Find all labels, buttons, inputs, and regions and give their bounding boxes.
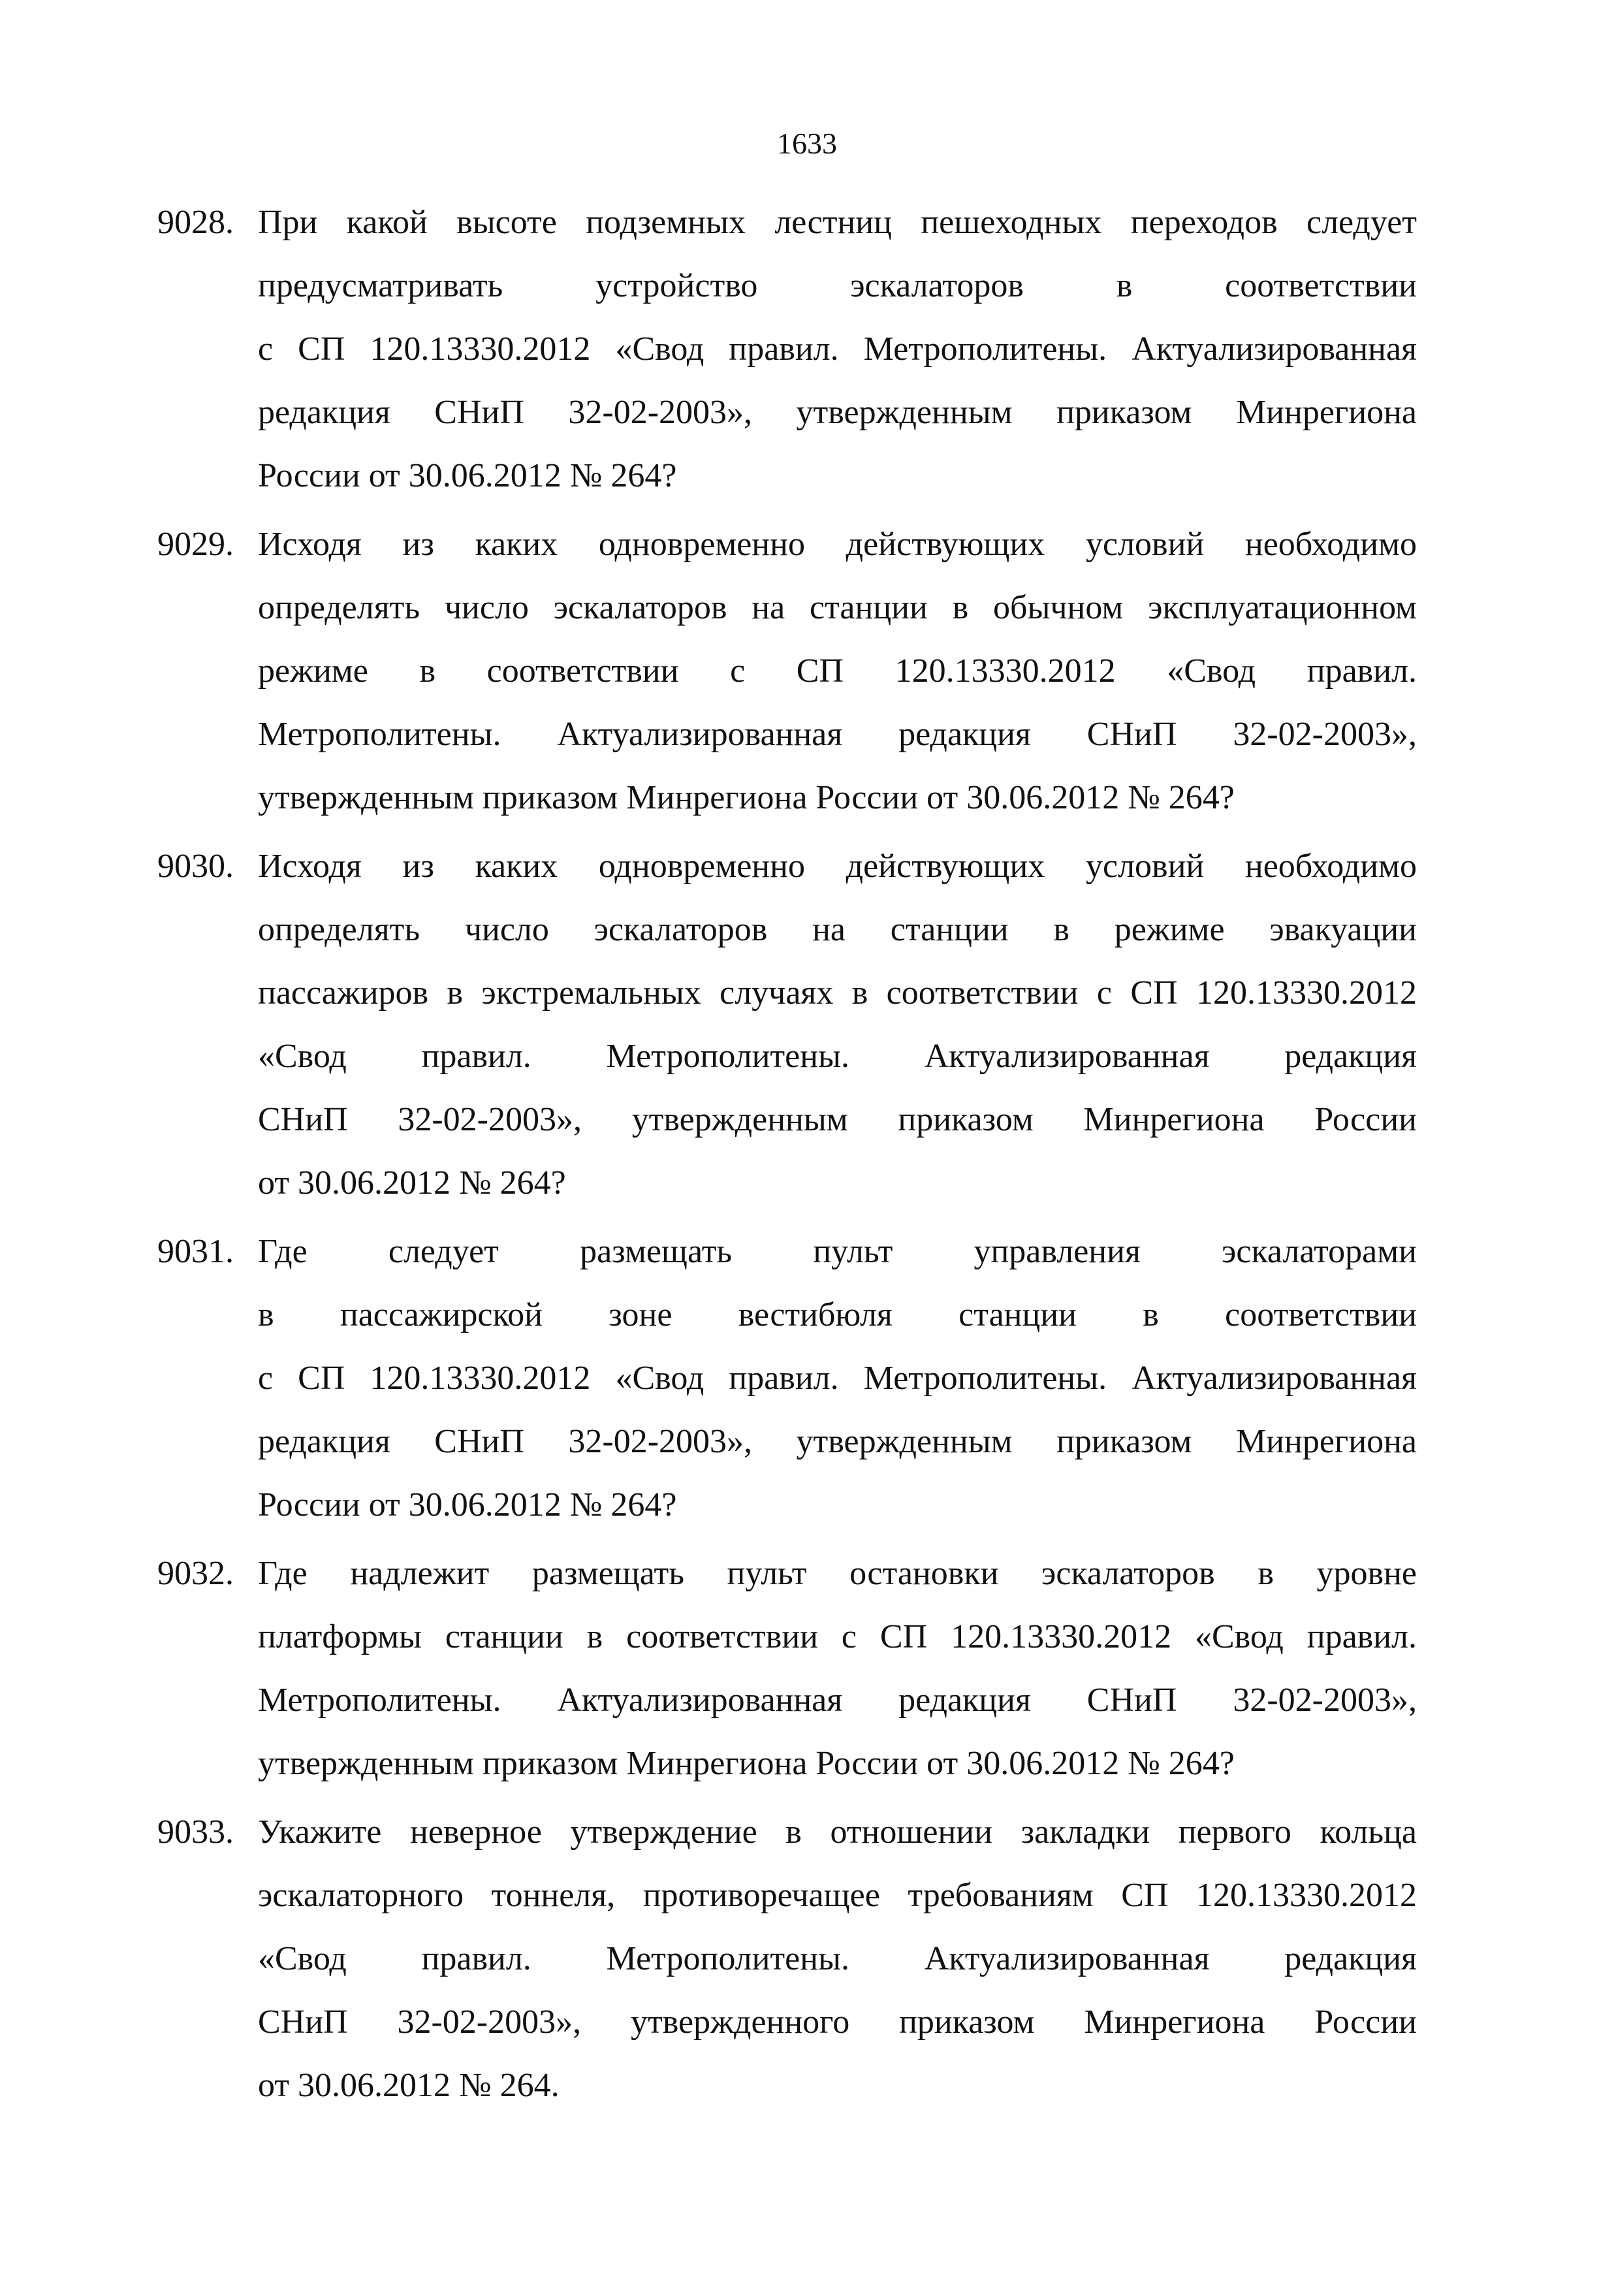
- question-text-line: России от 30.06.2012 № 264?: [258, 1486, 677, 1523]
- question-text-line: с СП 120.13330.2012 «Свод правил. Метрополитены. Актуализированная: [258, 1360, 1417, 1397]
- question-text-line: утвержденным приказом Минрегиона России от 30.06.2012 № 264?: [258, 779, 1235, 816]
- question-text-line: платформы станции в соответствии с СП 120.13330.2012 «Свод правил.: [258, 1618, 1417, 1655]
- question-text-line: Исходя из каких одновременно действующих условий необходимо: [258, 848, 1417, 885]
- question-list: [157, 191, 1417, 2122]
- question-number: 9029.: [157, 526, 234, 563]
- question-text-line: При какой высоте подземных лестниц пешеходных переходов следует: [258, 204, 1417, 241]
- question-text-line: Укажите неверное утверждение в отношении закладки первого кольца: [258, 1813, 1417, 1851]
- question-text-line: редакция СНиП 32-02-2003», утвержденным приказом Минрегиона: [258, 394, 1417, 431]
- question-text-line: утвержденным приказом Минрегиона России от 30.06.2012 № 264?: [258, 1745, 1235, 1782]
- question-text-line: «Свод правил. Метрополитены. Актуализированная редакция: [258, 1940, 1417, 1977]
- question-text-line: эскалаторного тоннеля, противоречащее требованиям СП 120.13330.2012: [258, 1877, 1417, 1914]
- question-number: 9031.: [157, 1233, 234, 1270]
- question-text: [258, 191, 1417, 507]
- question-text: [258, 835, 1417, 1215]
- question-number: 9032.: [157, 1555, 234, 1592]
- question-text-line: предусматривать устройство эскалаторов в соответствии: [258, 267, 1417, 304]
- question-text-line: Где следует размещать пульт управления эскалаторами: [258, 1233, 1417, 1270]
- question-text: [258, 513, 1417, 829]
- question-text-line: Метрополитены. Актуализированная редакция СНиП 32-02-2003»,: [258, 716, 1417, 753]
- question-text-line: определять число эскалаторов на станции в режиме эвакуации: [258, 911, 1417, 948]
- question-item: [157, 835, 1417, 1215]
- question-text: [258, 1542, 1417, 1795]
- question-item: [157, 191, 1417, 507]
- page-number: 1633: [777, 127, 837, 160]
- question-text-line: СНиП 32-02-2003», утвержденного приказом Минрегиона России: [258, 2003, 1417, 2041]
- question-text-line: СНиП 32-02-2003», утвержденным приказом Минрегиона России: [258, 1101, 1417, 1138]
- question-text: [258, 1800, 1417, 2117]
- question-text-line: «Свод правил. Метрополитены. Актуализированная редакция: [258, 1038, 1417, 1075]
- question-item: [157, 1542, 1417, 1795]
- question-text-line: Исходя из каких одновременно действующих условий необходимо: [258, 526, 1417, 563]
- question-item: [157, 1220, 1417, 1537]
- question-text: [258, 1220, 1417, 1537]
- question-number: 9030.: [157, 848, 234, 885]
- question-number: 9033.: [157, 1813, 234, 1851]
- question-text-line: режиме в соответствии с СП 120.13330.2012 «Свод правил.: [258, 652, 1417, 690]
- question-text-line: редакция СНиП 32-02-2003», утвержденным приказом Минрегиона: [258, 1423, 1417, 1460]
- question-item: [157, 1800, 1417, 2117]
- question-number: 9028.: [157, 204, 234, 241]
- question-text-line: Где надлежит размещать пульт остановки эскалаторов в уровне: [258, 1555, 1417, 1592]
- question-text-line: Метрополитены. Актуализированная редакция СНиП 32-02-2003»,: [258, 1682, 1417, 1719]
- question-text-line: от 30.06.2012 № 264.: [258, 2067, 560, 2104]
- question-text-line: с СП 120.13330.2012 «Свод правил. Метрополитены. Актуализированная: [258, 330, 1417, 368]
- question-item: [157, 513, 1417, 829]
- question-text-line: пассажиров в экстремальных случаях в соответствии с СП 120.13330.2012: [258, 974, 1417, 1012]
- question-text-line: России от 30.06.2012 № 264?: [258, 457, 677, 494]
- question-text-line: от 30.06.2012 № 264?: [258, 1164, 566, 1202]
- question-text-line: в пассажирской зоне вестибюля станции в соответствии: [258, 1296, 1417, 1333]
- question-text-line: определять число эскалаторов на станции в обычном эксплуатационном: [258, 589, 1417, 626]
